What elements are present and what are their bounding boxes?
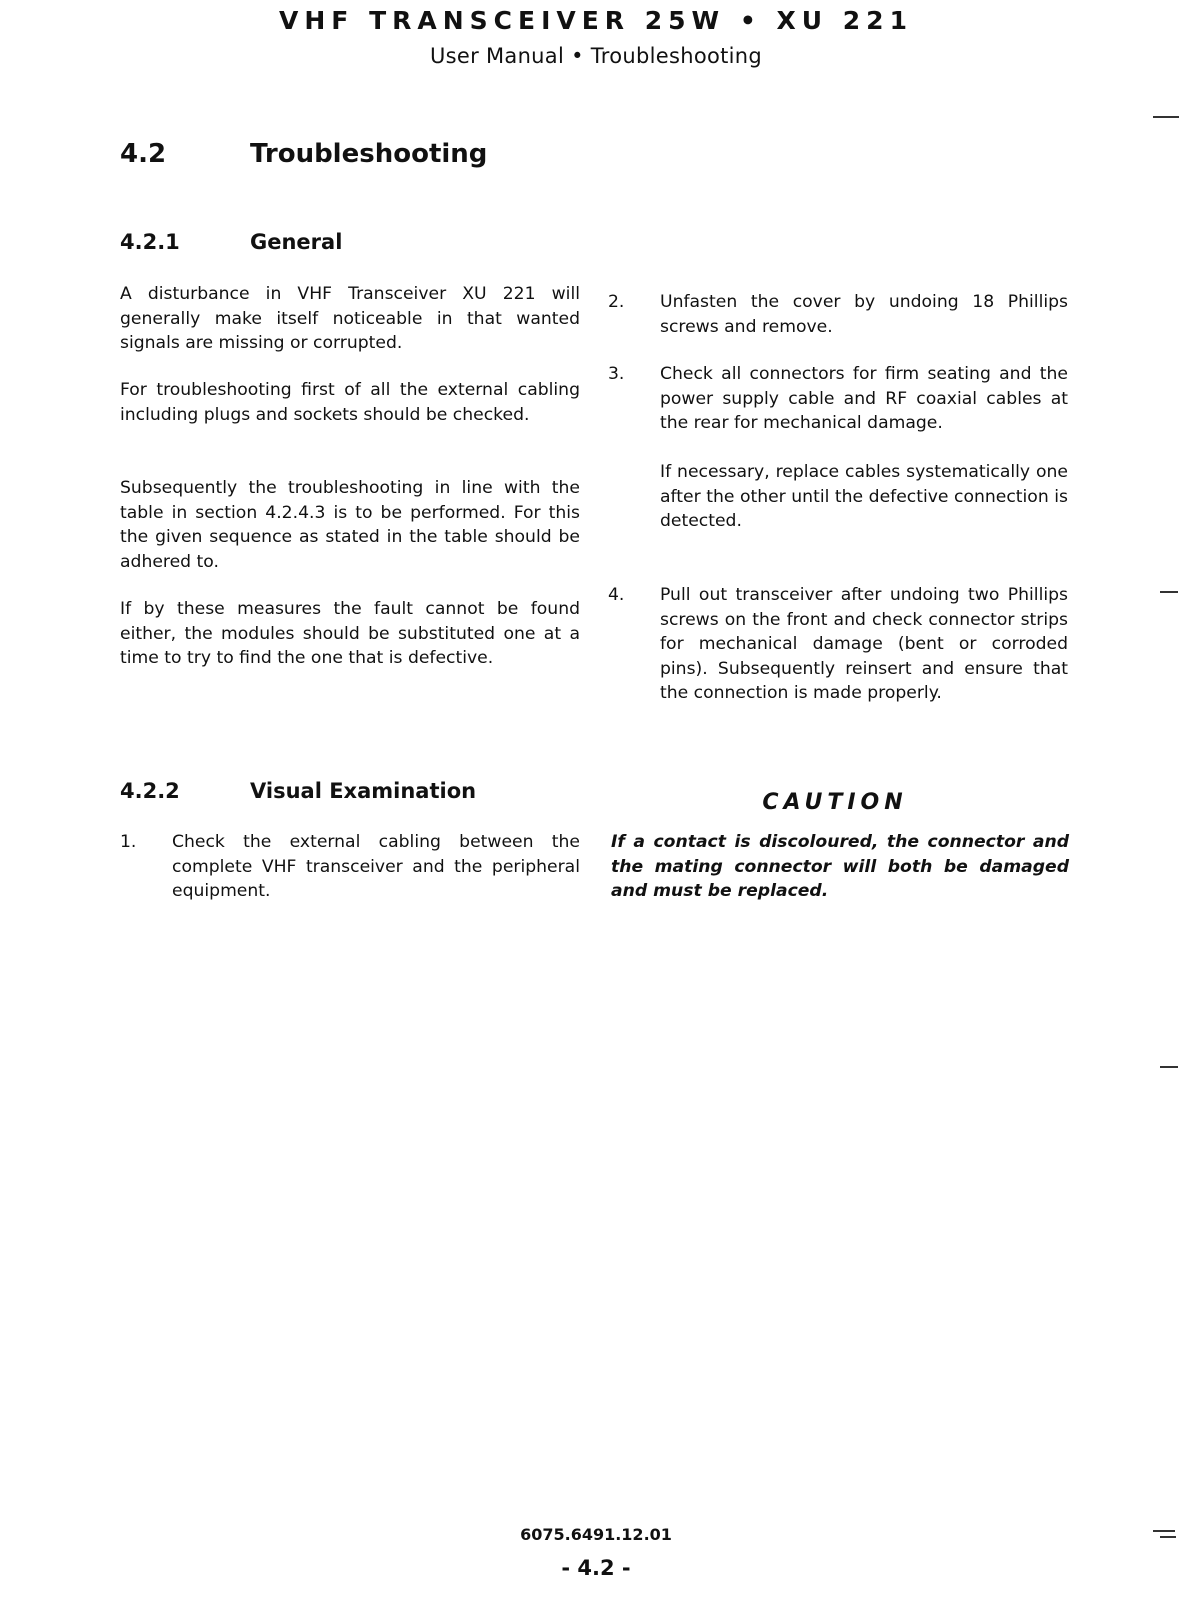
general-paragraph: A disturbance in VHF Transceiver XU 221 will generally make itself noticeable in that wanted signals are missing or corrupted. (120, 284, 580, 354)
subsection-visual-title: Visual Examination (250, 779, 477, 803)
general-paragraph: For troubleshooting first of all the external cabling including plugs and sockets should be checked. (120, 380, 580, 425)
step-text: Pull out transceiver after undoing two Phillips screws on the front and check connector strips for mechanical damage (bent or corroded pins). Subsequently reinsert and ensure that the connection is made properly. (660, 585, 1068, 704)
step-number: 4. (608, 585, 625, 605)
page-number: - 4.2 - (561, 1556, 631, 1580)
step-number: 3. (608, 364, 625, 384)
document-header-title: VHF TRANSCEIVER 25W • XU 221 (279, 6, 913, 35)
margin-mark (1160, 1536, 1176, 1538)
visual-step-1 (120, 830, 580, 904)
caution-title: CAUTION (762, 790, 908, 815)
visual-step-3 (608, 362, 1068, 436)
visual-step-2 (608, 290, 1068, 339)
step-text: Check all connectors for firm seating and the power supply cable and RF coaxial cables at the rear for mechanical damage. (660, 364, 1068, 434)
subsection-general-title: General (250, 230, 343, 254)
margin-mark (1160, 1066, 1178, 1068)
subsection-visual-number: 4.2.2 (120, 779, 180, 803)
general-paragraph: If by these measures the fault cannot be found either, the modules should be substituted one at a time to try to find the one that is defective. (120, 599, 580, 669)
visual-step-3-note: If necessary, replace cables systematically one after the other until the defective connection is detected. (660, 462, 1068, 532)
margin-mark (1153, 116, 1179, 118)
visual-step-4 (608, 583, 1068, 706)
document-header-subtitle: User Manual • Troubleshooting (429, 44, 763, 68)
document-code: 6075.6491.12.01 (520, 1525, 672, 1544)
caution-text: If a contact is discoloured, the connector and the mating connector will both be damaged and must be replaced. (611, 832, 1069, 902)
section-title: Troubleshooting (250, 139, 488, 169)
step-number: 1. (120, 832, 137, 852)
step-text: Unfasten the cover by undoing 18 Phillips screws and remove. (660, 292, 1068, 337)
section-number: 4.2 (120, 139, 167, 169)
margin-mark (1153, 1530, 1175, 1532)
step-text: Check the external cabling between the complete VHF transceiver and the peripheral equipment. (172, 832, 580, 902)
step-number: 2. (608, 292, 625, 312)
subsection-general-number: 4.2.1 (120, 230, 180, 254)
general-paragraph: Subsequently the troubleshooting in line with the table in section 4.2.4.3 is to be performed. For this the given sequence as stated in the table should be adhered to. (120, 478, 580, 572)
margin-mark (1160, 591, 1178, 593)
